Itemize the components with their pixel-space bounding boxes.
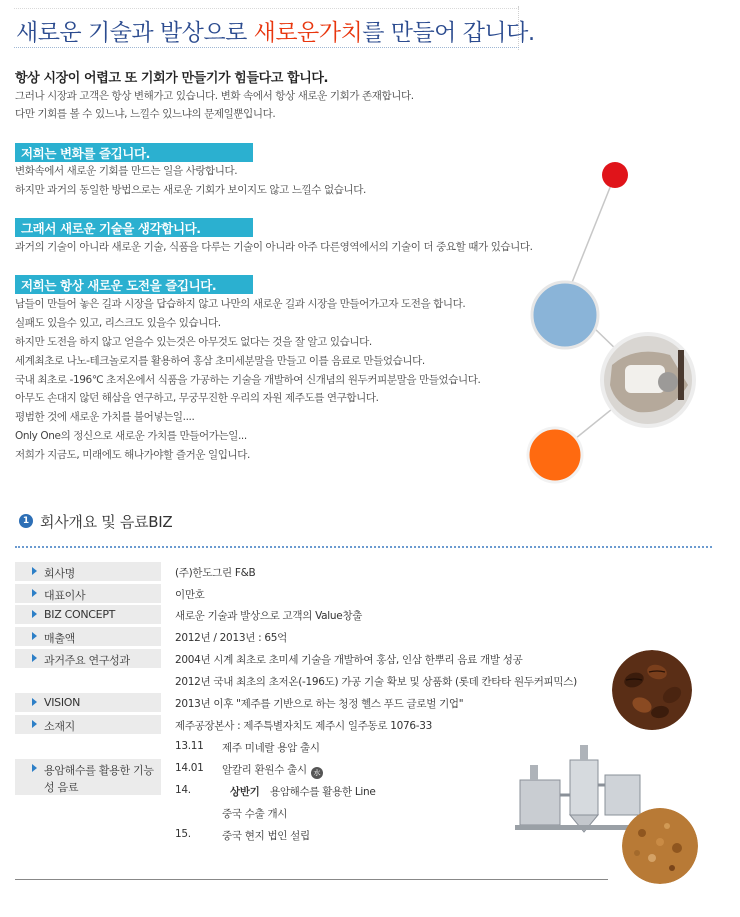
value-research-2: 2012년 국내 최초의 초저온(-196도) 가공 기술 확보 및 상품화 (롯데 칸타타 원두커피믹스) bbox=[175, 676, 577, 688]
intro-line: 다만 기회를 볼 수 있느냐, 느낄수 있느냐의 문제일뿐입니다. bbox=[15, 108, 276, 120]
intro-heading: 항상 시장이 어렵고 또 기회가 만들기가 힘들다고 합니다. bbox=[15, 71, 329, 86]
label-lava-seawater-drink bbox=[15, 759, 161, 795]
timeline-item bbox=[175, 740, 320, 754]
section-number-badge: 1 bbox=[19, 514, 33, 528]
section-line: 저희가 지금도, 미래에도 해나가야할 즐거운 일입니다. bbox=[15, 449, 250, 461]
overview-title: 회사개요 및 음료BIZ bbox=[40, 513, 173, 531]
machinery-photo bbox=[602, 334, 694, 426]
hero-title bbox=[16, 19, 535, 47]
connector-line bbox=[565, 175, 615, 300]
value-biz-concept: 새로운 기술과 발상으로 고객의 Value창출 bbox=[175, 610, 363, 622]
hero-title-prefix: 새로운 기술과 발상으로 bbox=[16, 20, 254, 46]
section-line: 아무도 손대지 않던 해삼을 연구하고, 무궁무진한 우리의 자원 제주도를 연구합니다. bbox=[15, 392, 379, 404]
label-text: 매출액 bbox=[44, 632, 75, 645]
timeline-date: 14. bbox=[175, 784, 191, 796]
bullet-arrow-icon bbox=[32, 720, 37, 728]
value-research-1: 2004년 시계 최초로 초미세 기술을 개발하여 홍삼, 인삼 한뿌리 음료 개발 성공 bbox=[175, 654, 523, 666]
label-text: VISION bbox=[44, 696, 81, 709]
section-line: 실패도 있을수 있고, 리스크도 있을수 있습니다. bbox=[15, 317, 221, 329]
label-text: 용암해수를 활용한 기능성 음료 bbox=[44, 764, 154, 794]
label-sales bbox=[15, 627, 161, 646]
label-text: BIZ CONCEPT bbox=[44, 608, 116, 621]
timeline-date: 14.01 bbox=[175, 762, 204, 774]
timeline-text: 용암해수를 활용한 Line bbox=[270, 786, 376, 798]
coffee-powder-image bbox=[622, 808, 698, 884]
timeline-date: 15. bbox=[175, 828, 191, 840]
section-line: 변화속에서 새로운 기회를 만드는 일을 사랑합니다. bbox=[15, 165, 238, 177]
timeline-text: 알칼리 환원수 출시 bbox=[222, 764, 307, 776]
label-location bbox=[15, 715, 161, 734]
section-line: 하지만 과거의 동일한 방법으로는 새로운 기회가 보이지도 않고 느낄수 없습니다. bbox=[15, 184, 366, 196]
blue-circle bbox=[532, 282, 598, 348]
bullet-arrow-icon bbox=[32, 610, 37, 618]
label-text: 소재지 bbox=[44, 720, 75, 733]
hero-guide-bottom bbox=[14, 47, 519, 48]
label-research bbox=[15, 649, 161, 668]
section-line: 평범한 것에 새로운 가치를 불어넣는일.... bbox=[15, 411, 195, 423]
orange-circle bbox=[528, 428, 582, 482]
bullet-arrow-icon bbox=[32, 632, 37, 640]
section-bar-technology bbox=[15, 218, 253, 237]
intro-line: 그러나 시장과 고객은 항상 변해가고 있습니다. 변화 속에서 항상 새로운 기회가 존재합니다. bbox=[15, 90, 414, 102]
hero-title-accent: 새로운가치 bbox=[253, 20, 363, 46]
bullet-arrow-icon bbox=[32, 654, 37, 662]
timeline-text: 제주 미네랄 용암 출시 bbox=[222, 742, 320, 754]
label-vision bbox=[15, 693, 161, 712]
label-ceo bbox=[15, 584, 161, 603]
timeline-text: 중국 현지 법인 설립 bbox=[222, 830, 310, 842]
section-title: 저희는 항상 새로운 도전을 즐깁니다. bbox=[21, 278, 217, 293]
overview-divider bbox=[15, 546, 712, 548]
section-line: 세계최초로 나노-테크놀로지를 활용하여 홍삼 초미세분말을 만들고 이를 음료로 만들었습니다. bbox=[15, 355, 425, 367]
red-circle bbox=[602, 162, 628, 188]
section-line: 하지만 도전을 하지 않고 얻을수 있는것은 아무것도 없다는 것을 잘 알고 있습니다. bbox=[15, 336, 372, 348]
section-title: 저희는 변화를 즐깁니다. bbox=[21, 146, 151, 161]
section-line: 국내 최초로 -196℃ 초저온에서 식품을 가공하는 기술을 개발하여 신개념의 원두커피분말을 만들었습니다. bbox=[15, 374, 481, 386]
timeline-item bbox=[175, 784, 376, 798]
section-title: 그래서 새로운 기술을 생각합니다. bbox=[21, 221, 201, 236]
water-badge-icon: 水 bbox=[311, 767, 323, 779]
bullet-arrow-icon bbox=[32, 567, 37, 575]
timeline-item bbox=[175, 762, 321, 777]
section-line: 과거의 기술이 아니라 새로운 기술, 식품을 다루는 기술이 아니라 아주 다른영역에서의 기술이 더 중요할 때가 있습니다. bbox=[15, 241, 533, 253]
label-text: 과거주요 연구성과 bbox=[44, 654, 130, 667]
value-ceo: 이만호 bbox=[175, 589, 205, 601]
label-biz-concept bbox=[15, 605, 161, 624]
section-line: Only One의 정신으로 새로운 가치를 만들어가는일... bbox=[15, 430, 247, 442]
timeline-text: 중국 수출 개시 bbox=[222, 808, 288, 820]
hero-title-suffix: 를 만들어 갑니다. bbox=[362, 20, 535, 46]
value-location: 제주공장본사 : 제주특별자치도 제주시 일주동로 1076-33 bbox=[175, 720, 433, 732]
bullet-arrow-icon bbox=[32, 764, 37, 772]
timeline-item bbox=[175, 828, 310, 842]
circle-illustration bbox=[520, 150, 720, 490]
value-sales: 2012년 / 2013년 : 65억 bbox=[175, 632, 287, 644]
timeline-emphasis: 상반기 bbox=[230, 786, 260, 798]
hero-guide-top bbox=[14, 8, 519, 9]
label-company-name bbox=[15, 562, 161, 581]
label-text: 회사명 bbox=[44, 567, 75, 580]
bullet-arrow-icon bbox=[32, 589, 37, 597]
label-text: 대표이사 bbox=[44, 589, 86, 602]
section-bar-challenge bbox=[15, 275, 253, 294]
section-bar-change bbox=[15, 143, 253, 162]
bottom-divider bbox=[15, 879, 608, 880]
coffee-beans-image bbox=[612, 650, 692, 730]
value-vision: 2013년 이후 "제주를 기반으로 하는 청정 헬스 푸드 글로벌 기업" bbox=[175, 698, 464, 710]
hero-banner bbox=[14, 6, 535, 52]
bullet-arrow-icon bbox=[32, 698, 37, 706]
timeline-date: 13.11 bbox=[175, 740, 204, 752]
timeline-text-wrap bbox=[222, 762, 323, 779]
value-company-name: (주)한도그린 F&B bbox=[175, 567, 256, 579]
section-line: 남들이 만들어 놓은 길과 시장을 답습하지 않고 나만의 새로운 길과 시장을 만들어가고자 도전을 합니다. bbox=[15, 298, 466, 310]
